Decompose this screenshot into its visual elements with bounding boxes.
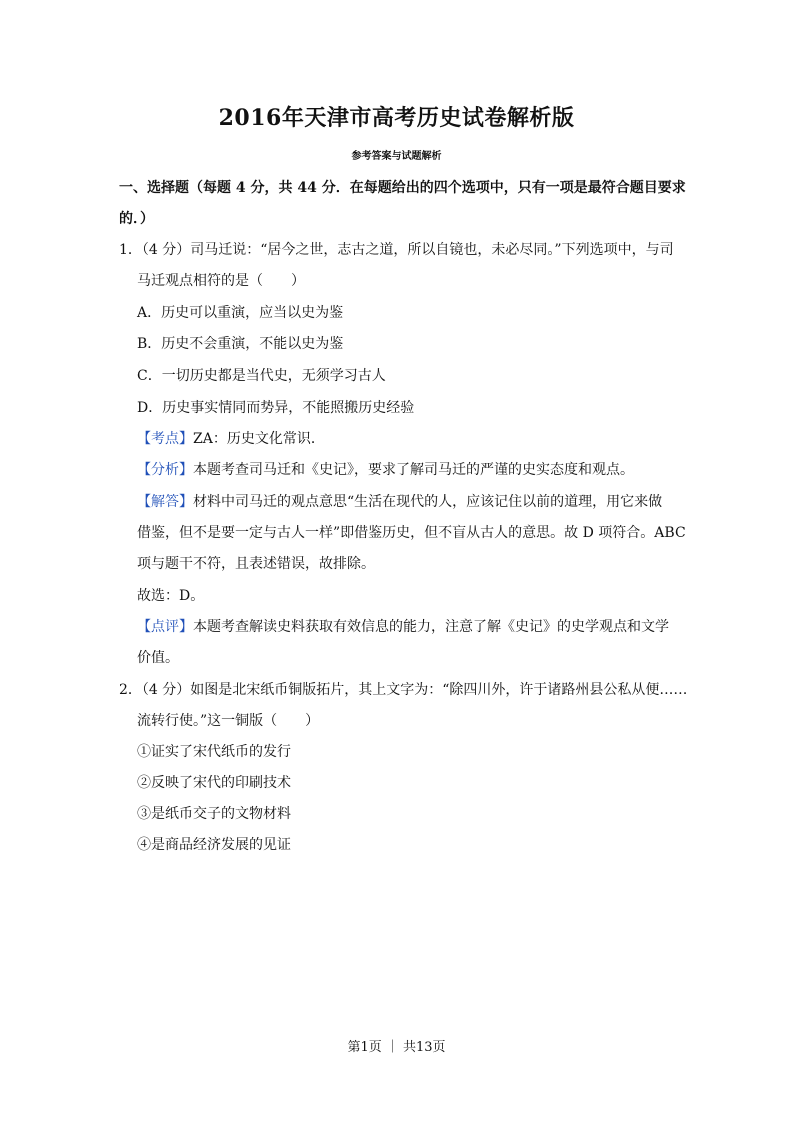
q1-fenxi	[137, 460, 634, 480]
q1-answer: 故选：D。	[137, 588, 205, 604]
q1-jieda-line2: 借鉴，但不是要一定与古人一样”即借鉴历史，但不盲从古人的意思。故 D 项符合。ABC	[137, 525, 686, 541]
q1-kaodian	[137, 429, 325, 449]
q1-jieda-line1	[137, 492, 662, 512]
q2-stem-line2: 流转行使。”这一铜版（ ）	[137, 713, 320, 729]
q1-option-d: D．历史事实情同而势异，不能照搬历史经验	[137, 400, 415, 416]
fenxi-tag: 【分析】	[137, 462, 193, 478]
q1-option-b: B．历史不会重演，不能以史为鉴	[137, 336, 344, 352]
q1-option-a: A．历史可以重演，应当以史为鉴	[137, 305, 344, 321]
dianping-text-1: 本题考查解读史料获取有效信息的能力，注意了解《史记》的史学观点和文学	[193, 619, 669, 635]
q2-stem-line1: 2．（4 分）如图是北宋纸币铜版拓片，其上文字为：“除四川外，许于诸路州县公私从便……	[119, 682, 688, 698]
page-subtitle: 参考答案与试题解析	[351, 151, 442, 162]
q2-item-3: ③是纸币交子的文物材料	[137, 806, 291, 822]
q2-item-1: ①证实了宋代纸币的发行	[137, 744, 291, 760]
dianping-tag: 【点评】	[137, 619, 193, 635]
jieda-tag: 【解答】	[137, 494, 193, 510]
fenxi-text: 本题考查司马迁和《史记》，要求了解司马迁的严谨的史实态度和观点。	[193, 462, 634, 478]
q1-stem-line2: 马迁观点相符的是（ ）	[137, 273, 305, 289]
q2-item-2: ②反映了宋代的印刷技术	[137, 775, 291, 791]
q1-jieda-line3: 项与题干不符，且表述错误，故排除。	[137, 556, 375, 572]
page-footer: 第1页 ｜ 共13页	[347, 1040, 446, 1055]
section-heading-line2: 的．）	[119, 211, 154, 227]
section-heading-line1: 一、选择题（每题 4 分，共 44 分．在每题给出的四个选项中，只有一项是最符合题目要求	[119, 180, 686, 196]
q1-option-c: C．一切历史都是当代史，无须学习古人	[137, 368, 386, 384]
q2-item-4: ④是商品经济发展的见证	[137, 837, 291, 853]
jieda-text-1: 材料中司马迁的观点意思“生活在现代的人，应该记住以前的道理，用它来做	[193, 494, 663, 510]
q1-dianping-line2: 价值。	[137, 650, 179, 666]
kaodian-tag: 【考点】	[137, 431, 193, 447]
q1-dianping-line1	[137, 617, 669, 637]
page-title: 2016年天津市高考历史试卷解析版	[218, 105, 575, 131]
kaodian-text: ZA：历史文化常识．	[193, 431, 325, 447]
q1-stem-line1: 1．（4 分）司马迁说：“居今之世，志古之道，所以自镜也，未必尽同。”下列选项中，与司	[119, 242, 674, 258]
